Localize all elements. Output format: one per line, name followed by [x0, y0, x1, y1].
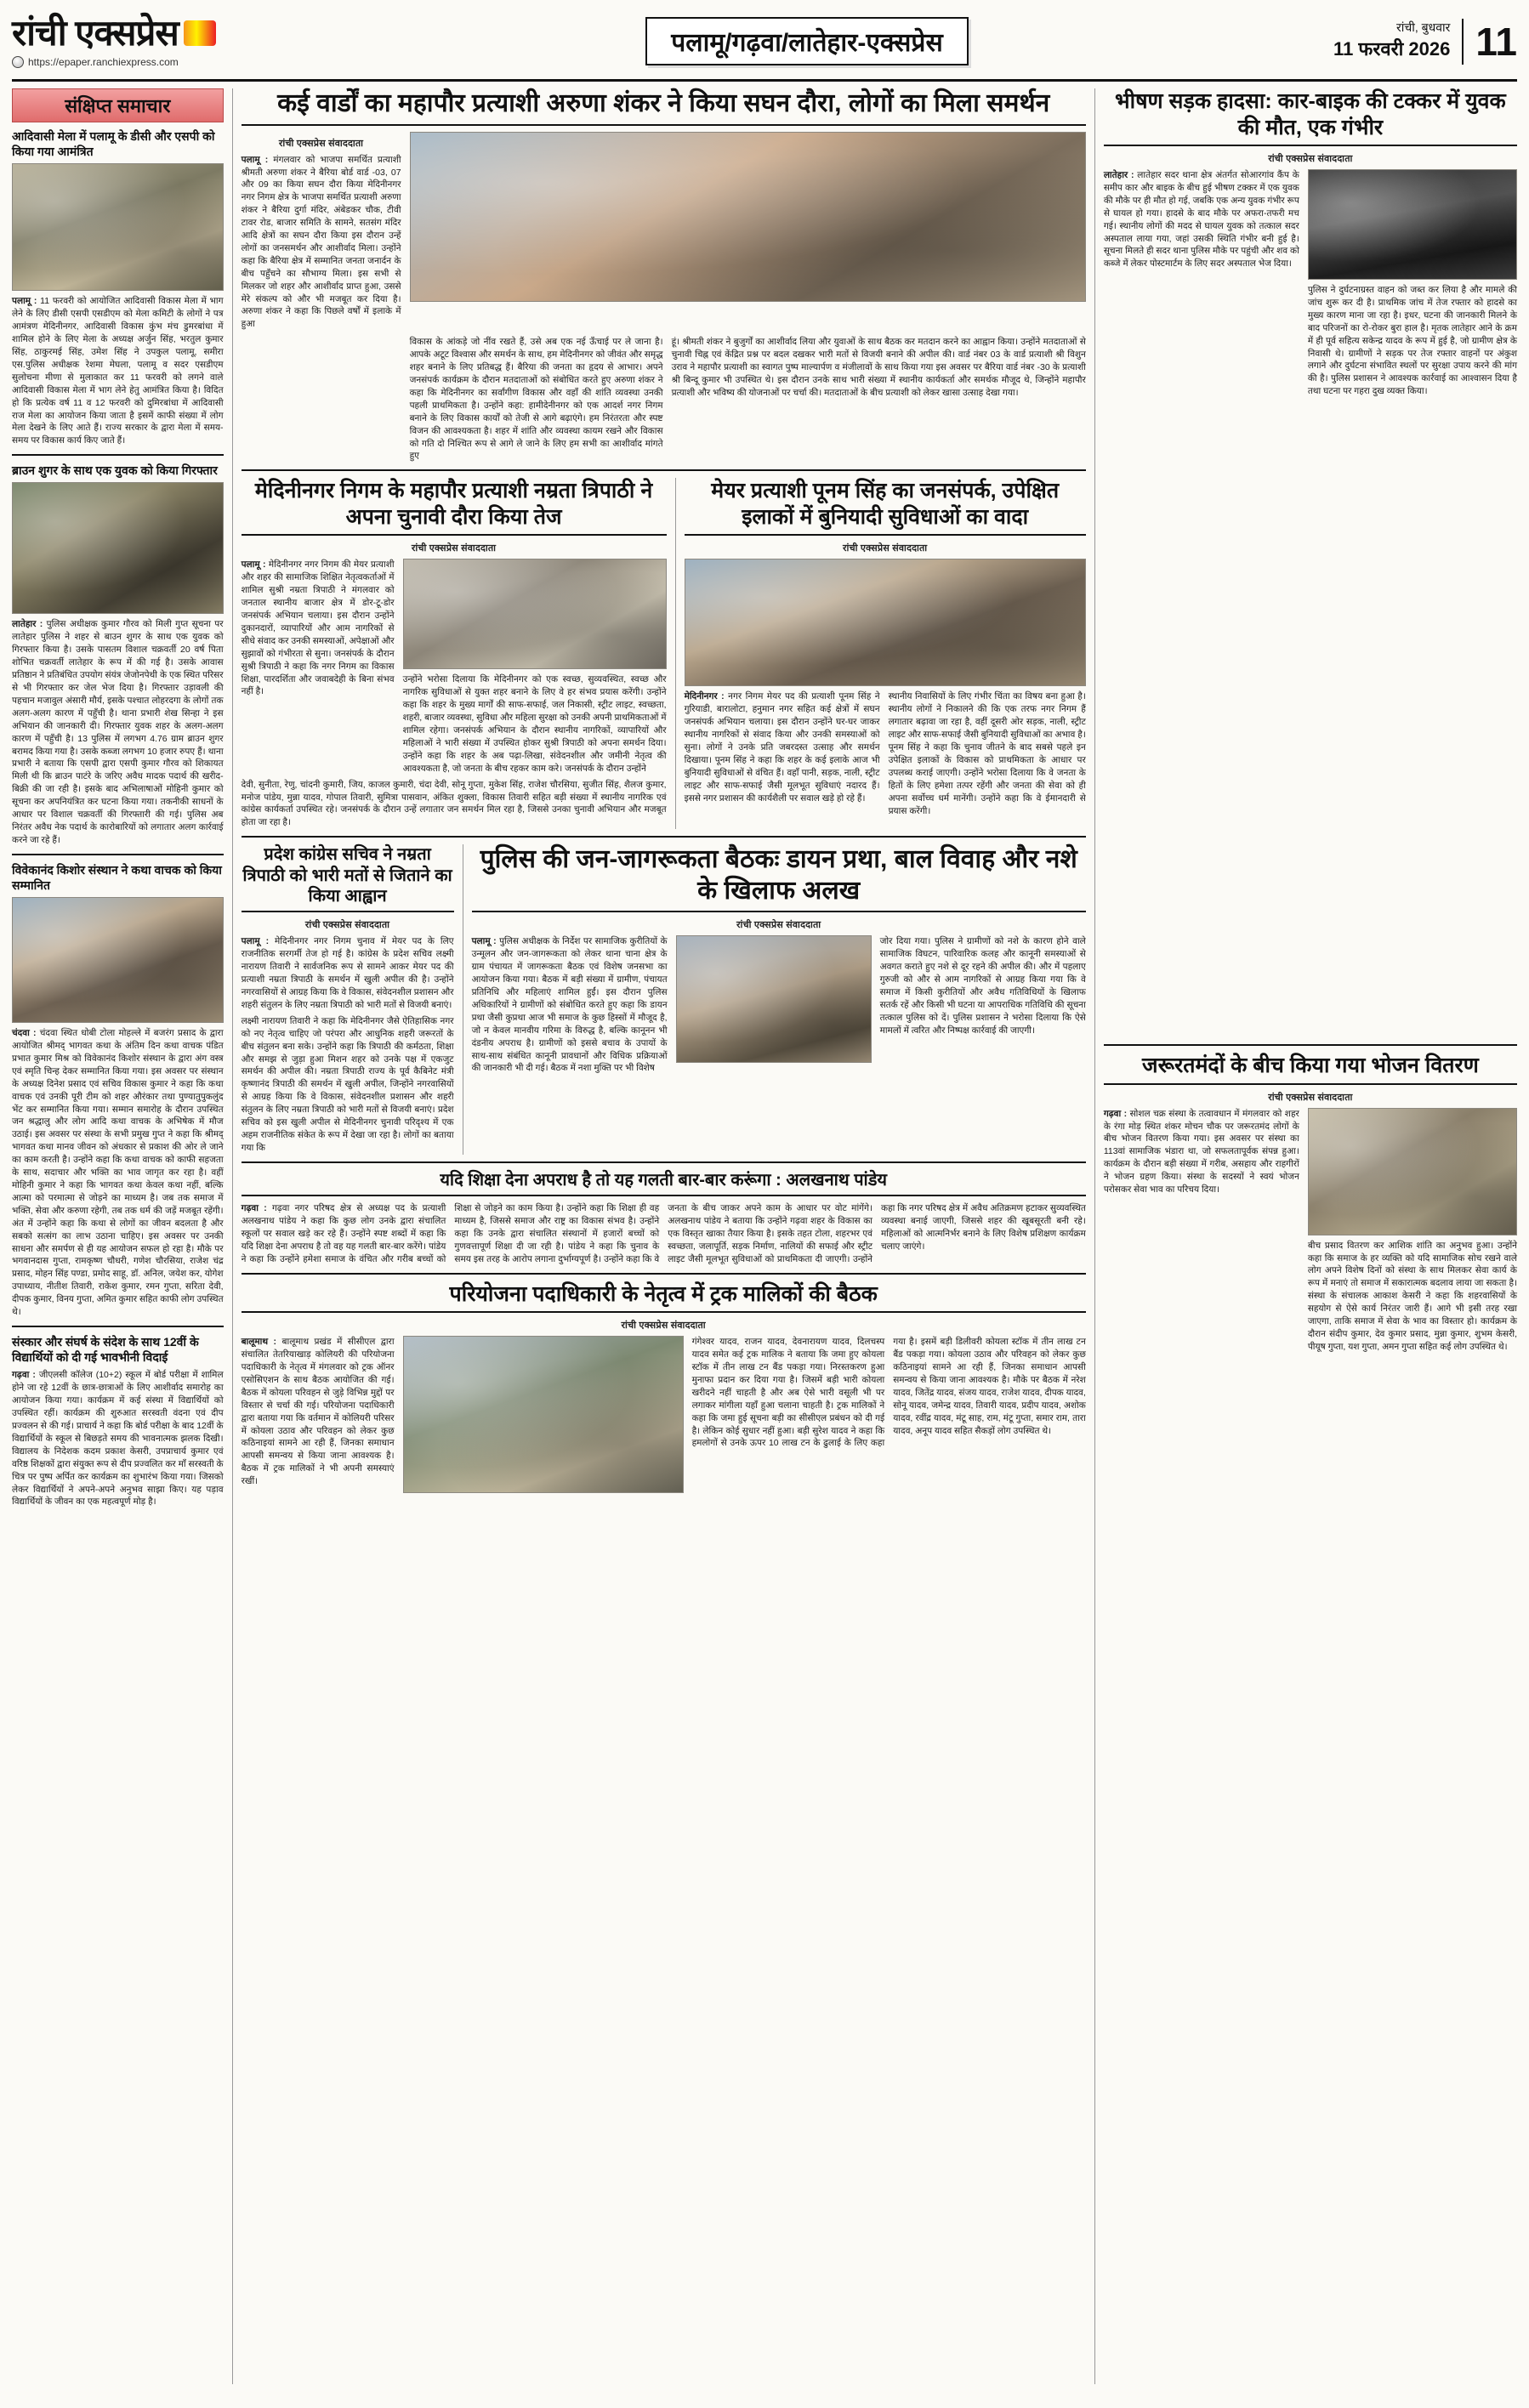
- masthead-url: [12, 56, 352, 68]
- story5-body: [242, 1202, 1086, 1266]
- brief4-dateline: गढ़वा :: [12, 1370, 36, 1381]
- sunburst-icon: [184, 20, 216, 46]
- story6-dateline: बालूमाथ :: [241, 1337, 277, 1348]
- publication-date: 11 फरवरी 2026: [1333, 37, 1451, 60]
- newspaper-logo: [12, 12, 352, 53]
- right-story2-para1-text: नगर निगम मेयर पद की प्रत्याशी पूनम सिंह ने गुरियाडी, बारालोटा, हनुमान नगर सहित कई क्षेत्रों में सघन जनसंपर्क अभियान चलाया। इस दौरान उन्होंने घर-घर जाकर स्थानीय नागरिकों से संवाद किया और उनकी समस्याओं को सुना। लोगों ने उनके प्रति जबरदस्त उत्साह और समर्थन दिखाया। पूनम सिंह ने कहा कि शहर के कई इलाके आज भी बुनियादी सुविधाओं से वंचित हैं। वहाँ पानी, सड़क, नाली, स्ट्रीट लाइट और साफ-सफाई जैसी मूलभूत सुविधाएं नदारद हैं। इससे नगर प्रशासन की कार्यशैली पर सवाल खड़े हो रहे हैं।: [684, 691, 880, 804]
- brief2-photo: [12, 482, 224, 614]
- right-story1-headline: भीषण सड़क हादसा: कार-बाइक की टक्कर में युवक की मौत, एक गंभीर: [1115, 89, 1506, 139]
- right-story2-headline: मेयर प्रत्याशी पूनम सिंह का जनसंपर्क, उपेक्षित इलाकों में बुनियादी सुविधाओं का वादा: [711, 479, 1060, 529]
- story4: [463, 844, 1086, 1155]
- right-story3-para2: बीच प्रसाद वितरण कर आशिक शांति का अनुभव हुआ। उन्होंने कहा कि समाज के हर व्यक्ति को यदि सामाजिक सोच रखने वाले लोग अपने विशेष दिनों को संस्था के साथ मिलकर सेवा कार्य के रूप में मनाएं तो समाज में सकारात्मक बदलाव लाया जा सकता है। संस्था के संचालक आकाश केसरी ने कहा कि शहरवासियों के सहयोग से ऐसे कार्य निरंतर जारी हैं। आगे भी इसी तरह रखा जाएगा, ताकि समाज में सेवा के भाव का विस्तार हो। कार्यक्रम के दौरान संदीप कुमार, देव कुमार प्रसाद, मुन्ना कुमार, शुभम केसरी, पीयूष गुप्ता, यश गुप्ता, अमन गुप्ता सहित कई लोग उपस्थित थे।: [1307, 1240, 1517, 1352]
- right-story2-photo: [685, 559, 1086, 686]
- brief2-text: पुलिस अधीक्षक कुमार गौरव को मिली गुप्त सूचना पर लातेहार पुलिस ने शहर से बाउन शुगर के साथ एक युवक को गिरफ्तार किया है। उसके पासतम विशाल चक्रवर्ती 20 वर्ष पिता शोभित चक्रवर्ती लातेहार के रूप में की गई है। उसके आवास प्रतिष्ठान ने प्रतिबंधित उपयोग संयंत्र जेजोनपेथी के एक स्थित परिसर से भी गिरफ्तार कर जेल भेज दिया है। गिरफ्तार उड़ावली की पहचान मजावुल अंसारी मौर्य, इसके पश्चात लोहरदगा के लोगों तक अलग-अलग कारण में पहुँची है। थाना प्रभारी शेख सिन्हा ने इस अभियान की जानकारी दी। गिरफ्तार युवक शहर के अलग-अलग कारण में पहुँची है। 13 पुलिस में लगभग 4.76 ग्राम ब्राउन शुगर बरामद किया गया है। उसके कब्जा लगभग 10 हजार रुपए हैं। थाना प्रभारी ने बताया कि एसपी द्वारा एसपी कुमार गौरव को शिकायत मिली थी कि ब्राउन पाटंरे के जरिए अवैध मादक पदार्थ की खरीद-बिक्री की जा रही है। इसके बाद अभिलाषाओं मोहिनी कुमार को सूचना कर अपनियंत्रित कर घटना किया गया। तकनीकी साधनों के आधार पर विशाल चक्रवर्ती की गिरफ्तारी की गई। पुलिस अब निरंतर अवैध नेक पदार्थ के कारोबारियों को लगातार अलग कार्रवाई करने जा रहे हैं।: [12, 619, 224, 845]
- brief1-photo: [12, 163, 224, 291]
- story2-para2: उन्होंने भरोसा दिलाया कि मेदिनीनगर को एक स्वच्छ, सुव्यवस्थित, स्वच्छ और नागरिक सुविधाओं से युक्त शहर बनाने के लिए वे हर संभव प्रयास करेंगी। उन्होंने कहा कि शहर के मुख्य मार्गों की साफ-सफाई, जल निकासी, स्ट्रीट लाइट, स्वच्छता, शहरी, बाजार व्यवस्था, सुविधा और महिला सुरक्षा को उनकी अपनी प्राथमिकताओं में शामिल रहेगा। जनसंपर्क अभियान के दौरान स्थानीय नागरिकों, व्यापारियों और महिलाओं ने भारी संख्या में उपस्थित होकर सुश्री त्रिपाठी को अपना समर्थन दिया। उन्होंने कहा कि शहर के अब पढ़ा-लिखा, संवेदनशील और जमीनी नेतृत्व की आवश्यकता है, जो जनता के बीच रहकर काम करे। जनसंपर्क के दौरान उन्होंने: [402, 674, 667, 774]
- story5: [242, 1170, 1086, 1266]
- right-story1: [1104, 88, 1517, 398]
- right-story3-photo: [1308, 1108, 1517, 1235]
- brief2-dateline: लातेहार :: [12, 619, 43, 630]
- lead-story-byline: रांची एक्सप्रेस संवाददाता: [278, 138, 364, 149]
- epaper-url: https://epaper.ranchiexpress.com: [28, 55, 179, 68]
- brief1-dateline: पलामू :: [12, 296, 37, 307]
- middle-column: [232, 88, 1086, 2384]
- page-content: [12, 88, 1517, 2384]
- story6-para1-text: बालूमाथ प्रखंड में सीसीएल द्वारा संचालित तेतरियाखाड़ कोलियरी की परियोजना पदाधिकारी के नेतृत्व में मंगलवार को ट्रक ऑनर एसोसिएशन के साथ बैठक आयोजित की गई। बैठक में कोयला परिवहन से जुड़े विभिन्न मुद्दों पर विस्तार से चर्चा की गई। परियोजना पदाधिकारी द्वारा बताया गया कि वर्तमान में कोलियरी परिसर में कोयला उठाव और परिवहन को लेकर कुछ कठिनाइयां सामने आ रही हैं, जिनका समाधान आपसी समन्वय से किया जाना आवश्यक है। बैठक में ट्रक मालिकों ने भी अपनी समस्याएं रखीं।: [241, 1337, 395, 1487]
- story2-byline: रांची एक्सप्रेस संवाददाता: [411, 543, 497, 554]
- lead-story-dateline: पलामू :: [241, 154, 269, 165]
- right-story2-dateline: मेदिनीनगर :: [684, 691, 725, 702]
- story2-headline: मेदिनीनगर निगम के महापौर प्रत्याशी नम्रता त्रिपाठी ने अपना चुनावी दौरा किया तेज: [254, 479, 653, 529]
- story4-photo: [676, 935, 872, 1063]
- mid-two-up-2: [242, 844, 1086, 1155]
- story4-para1-text: पुलिस अधीक्षक के निर्देश पर सामाजिक कुरीतियों के उन्मूलन और जन-जागरूकता को लेकर थाना चाना क्षेत्र के ग्राम पंचायत में जागरूकता बैठक एवं विशेष जनसभा का आयोजन किया गया। बैठक में बड़ी संख्या में ग्रामीण, पंचायत प्रतिनिधि और महिलाएं शामिल हुईं। इस दौरान पुलिस अधिकारियों ने ग्रामीणों को संबोधित करते हुए कहा कि डायन प्रथा जैसी कुप्रथा आज भी समाज के कुछ हिस्सों में मौजूद है, जो न केवल मानवीय गरिमा के विरुद्ध है, बल्कि कानूनन भी दंडनीय अपराध है। ग्रामीणों को इससे बचाव के उपायों के साथ-साथ संबंधित कानूनी प्रावधानों और विधिक प्रक्रियाओं की जानकारी भी दी गई। बैठक में नशा मुक्ति पर भी विशेष: [471, 936, 668, 1074]
- lead-story-para2: विकास के आंकड़े जो नींव रखते हैं, उसे अब एक नई ऊँचाई पर ले जाना है। आपके अटूट विश्वास और समर्थन के साथ, हम मेदिनीनगर को जीवंत और समृद्ध शहर बनाने के लिए प्रतिबद्ध हैं। बैरिया की जनता का हृदय से आभार। अपने जनसंपर्क कार्यक्रम के दौरान मतदाताओं को संबोधित करते हुए अरुणा शंकर ने कहा कि मेदिनीनगर का सर्वांगीण विकास और वहाँ की शांति व्यवस्था उनकी पहली प्राथमिकता है। उन्होंने कहा: हामीदेनीनगर को एक आदर्श नगर निगम बनाने के लिए विकास कार्यों को तेजी से आगे बढ़ाएंगे। हम निरंतरता और स्पष्ट विजन की आवश्यकता है। शहर में शांति और व्यवस्था कायम रखने और विकास को गति दो निश्चित रूप से आगे ले जाने के लिए हम सभी का आशीर्वाद मांगते हुए: [409, 337, 663, 462]
- story3-para2: लक्ष्मी नारायण तिवारी ने कहा कि मेदिनीनगर जैसे ऐतिहासिक नगर को नए नेतृत्व चाहिए जो परंपरा और आधुनिक शहरी जरूरतों के बीच संतुलन बना सके। उन्होंने कहा कि त्रिपाठी की कर्मठता, शिक्षा और समझ से जुड़ा हुआ मिशन शहर को उनके पक्ष में एकजुट समर्थन की अपील की। नम्रता त्रिपाठी राज्य के पूर्व कैबिनेट मंत्री कृष्णानंद त्रिपाठी की समर्थन में खुली अपील, जिन्होंने नगरवासियों से आग्रह किया कि वे विकास, संवेदनशील प्रशासन और शहरी संतुलन के लिए नम्रता त्रिपाठी को भारी मतों से विजयी बनाएं। प्रदेश सचिव को इस खुली अपील से मेदिनीनगर चुनावी परिदृश्य में एक अहम राजनीतिक संकेत के रूप में देखा जा रहा है। लोगों का बताया गया कि: [241, 1015, 454, 1153]
- brief3-dateline: चंदवा :: [12, 1028, 37, 1039]
- story2: [242, 478, 667, 829]
- masthead-center: [352, 9, 1262, 74]
- right-story1-para1-text: लातेहार सदर थाना क्षेत्र अंतर्गत सोआरगांव कैंप के समीप कार और बाइक के बीच हुई भीषण टक्कर में एक युवक की मौके पर ही मौत हो गई, जबकि एक अन्य युवक गंभीर रूप से घायल हो गया। हादसे के बाद मौके पर अफरा-तफरी मच गई। स्थानीय लोगों की मदद से घायल युवक को तत्काल सदर अस्पताल लाया गया, जहां उसकी स्थिति गंभीर बनी हुई है। सूचना मिलते ही सदर थाना पुलिस मौके पर पहुंची और शव को कब्जे में लेकर पोस्टमार्टम के लिए सदर अस्पताल भेज दिया।: [1103, 170, 1299, 270]
- story2-para1-text: मेदिनीनगर नगर निगम की मेयर प्रत्याशी और शहर की सामाजिक शिक्षित नेतृत्वकर्ताओं में शामिल सुश्री नम्रता त्रिपाठी ने मंगलवार को जनताल स्थानीय बाजार क्षेत्र में डोर-टू-डोर जनसंपर्क अभियान चलाया। इस दौरान उन्होंने दुकानदारों, व्यापारियों और आम नागरिकों से सीधे संवाद कर उनकी समस्याओं, अपेक्षाओं और सुझावों को गंभीरता से सुना। जनसंपर्क के दौरान सुश्री त्रिपाठी ने कहा कि नगर निगम का विकास शिक्षा, पारदर्शिता और जवाबदेही के बिना संभव नहीं है।: [241, 559, 395, 697]
- right-story3-para1: [1104, 1108, 1299, 1354]
- brief1-body: [12, 295, 224, 447]
- right-column: [1094, 88, 1517, 2384]
- story4-headline: पुलिस की जन-जागरूकता बैठकः डायन प्रथा, बाल विवाह और नशे के खिलाफ अलख: [480, 845, 1077, 905]
- story3-para1: [242, 935, 454, 1011]
- right-story1-photo: [1308, 169, 1517, 280]
- edition-name: पलामू/गढ़वा/लातेहार-एक्सप्रेस: [645, 17, 969, 65]
- right-story1-para2: पुलिस ने दुर्घटनाग्रस्त वाहन को जब्त कर लिया है और मामले की जांच शुरू कर दी है। प्राथमिक जांच में तेज रफ्तार को हादसे का मुख्य कारण माना जा रहा है। इधर, घटना की जानकारी मिलने के बाद परिजनों का रो-रोकर बुरा हाल है। मृतक लातेहार आने के क्रम में ही पूर्व सहित्य सकेन्द्र यादव के रूप में हुई है, जो ग्रामीण क्षेत्र के निवासी थे। ग्रामीणों ने सड़क पर तेज रफ्तार वाहनों पर अंकुश लगाने और दुर्घटना संभावित स्थलों पर सुरक्षा उपाय करने की मांग की है। पुलिस प्रशासन ने आवश्यक कार्रवाई का आश्वासन दिया है तथा घटना पर गहरा दुख व्यक्त किया।: [1307, 285, 1517, 397]
- story6-photo: [403, 1336, 684, 1493]
- lead-story-para1: [242, 154, 401, 332]
- right-story2-para2: स्थानीय निवासियों के लिए गंभीर चिंता का विषय बना हुआ है। स्थानीय लोगों ने निकालने की कि एक तरफ नगर निगम हैं लगातार बढ़ावा जा रहा है, वहीं दूसरी ओर सड़क, नाली, स्ट्रीट लाइट और साफ-सफाई जैसी बुनियादी सुविधाओं का अभाव है। पूनम सिंह ने कहा कि चुनाव जीतने के बाद सबसे पहले इन उपेक्षित इलाकों के विकास को प्राथमिकता के आधार पर उपलब्ध कराई जाएगी। उन्होंने भरोसा दिलाया कि वे जनता के हितों के लिए हमेशा तत्पर रहेंगी और जनता की सेवा को ही अपना सर्वोच्च धर्म मानेंगी। उन्होंने कहा कि वे ईमानदारी से प्रयास करेंगी।: [888, 691, 1086, 816]
- story3-byline: रांची एक्सप्रेस संवाददाता: [304, 920, 390, 931]
- right-story2-para1: [685, 690, 880, 817]
- story-right-mid: [675, 478, 1086, 829]
- story2-dateline: पलामू :: [241, 559, 266, 571]
- story2-para3: देवी, सुनीता, रेणु, चांदनी कुमारी, जिय, काजल कुमारी, चंदा देवी, सोनू गुप्ता, मुकेश सिंह, राजेश चौरसिया, सुजीत सिंह, शैलज कुमार, मनोज पांडेय, मुन्ना यादव, गोपाल तिवारी, सुमित्रा पासवान, अंकित शुक्ला, विकास तिवारी सहित बड़ी संख्या में स्थानीय नागरिक एवं कांग्रेस कार्यकर्ता उपस्थित रहे। जनसंपर्क के दौरान उन्हें लगातार जन समर्थन मिल रहा है, जिससे उनका चुनावी अभियान और मजबूत होता जा रहा है।: [241, 779, 667, 828]
- right-story3-para1-text: सोशल चक्र संस्था के तत्वावधान में मंगलवार को शहर के रंगा मोड़ स्थित शंकर मोचन चौक पर जरूरतमंद लोगों के बीच भोजन वितरण किया गया। इस अवसर पर संस्था का 113वां सामाजिक भंडारा था, जो सफलतापूर्वक संपन्न हुआ। कार्यक्रम के दौरान बड़ी संख्या में गरीब, असहाय और राहगीरों ने भोजन ग्रहण किया। संस्था के सदस्यों ने स्वयं भोजन परोसकर सेवा भाव का परिचय दिया।: [1103, 1108, 1299, 1195]
- brief-panel-title: संक्षिप्त समाचार: [12, 88, 224, 122]
- brief3-body: [12, 1027, 224, 1319]
- story5-text: गढ़वा नगर परिषद क्षेत्र से अध्यक्ष पद के प्रत्याशी अलखनाथ पांडेय ने कहा कि कुछ लोग उनके द्वारा संचालित स्कूलों पर सवाल खड़े कर रहे हैं। उन्होंने स्पष्ट शब्दों में कहा कि यदि शिक्षा देना अपराध है तो वह यह गलती बार-बार करेंगे। पांडेय ने कहा कि उन्होंने हमेशा समाज के वंचित और गरीब बच्चों को शिक्षा से जोड़ने का काम किया है। उन्होंने कहा कि शिक्षा ही वह माध्यम है, जिससे समाज और राष्ट्र का विकास संभव है। उन्होंने कहा कि उनके द्वारा संचालित संस्थानों में हजारों बच्चों को गुणवत्तापूर्ण शिक्षा दी जा रही है। पांडेय ने कहा कि चुनाव के समय इस तरह के आरोप लगाना दुर्भाग्यपूर्ण है। उन्होंने कहा कि वे जनता के बीच जाकर अपने काम के आधार पर वोट मांगेंगे। अलखनाथ पांडेय ने बताया कि उन्होंने गढ़वा शहर के विकास का एक विस्तृत खाका तैयार किया है। इसके तहत टोला, शहरभर एवं स्वच्छता, जलापूर्ति, सड़क निर्माण, नालियों की सफाई और स्ट्रीट लाइट जैसी मूलभूत सुविधाओं को प्राथमिकता दी जाएगी। उन्होंने कहा कि नगर परिषद क्षेत्र में अवैध अतिक्रमण हटाकर सुव्यवस्थित व्यवस्था बनाई जाएगी, जिससे शहर की खूबसूरती बनी रहे। महिलाओं को आत्मनिर्भर बनाने के लिए विशेष प्रशिक्षण कार्यक्रम चलाए जाएंगे।: [241, 1203, 1086, 1264]
- brief3-headline: विवेकानंद किशोर संस्थान ने कथा वाचक को किया सम्मानित: [12, 862, 222, 892]
- logo-text: रांची एक्सप्रेस: [12, 12, 179, 53]
- right-story1-dateline: लातेहार :: [1103, 170, 1134, 180]
- brief3-photo: [12, 897, 224, 1023]
- page-number: 11: [1462, 19, 1517, 65]
- brief1-headline: आदिवासी मेला में पलामू के डीसी और एसपी को किया गया आमंत्रित: [12, 129, 215, 159]
- place-day: रांची, बुधवार: [1395, 20, 1451, 35]
- masthead-left: [12, 9, 352, 74]
- right-story1-byline: रांची एक्सप्रेस संवाददाता: [1268, 154, 1353, 164]
- story4-para2: जोर दिया गया। पुलिस ने ग्रामीणों को नशे के कारण होने वाले सामाजिक विघटन, पारिवारिक कलह और कानूनी समस्याओं से अवगत कराते हुए नशे से दूर रहने की अपील की। और में पहलाए गुरुजी को और से आम नागरिकों से आग्रह किया गया कि वे समाज में किसी कुरीतियों और अवैध गतिविधियों के खिलाफ सतर्क रहें और किसी भी घटना या आपराधिक गतिविधि की सूचना तत्काल पुलिस को दें। पुलिस प्रशासन ने भरोसा दिलाया कि ऐसे मामलों में त्वरित और निष्पक्ष कार्रवाई की जाएगी।: [879, 936, 1086, 1036]
- lead-story-headline: कई वार्डों का महापौर प्रत्याशी अरुणा शंकर ने किया सघन दौरा, लोगों का मिला समर्थन: [277, 89, 1050, 117]
- brief4-headline: संस्कार और संघर्ष के संदेश के साथ 12वीं के विद्यार्थियों को दी गई भावभीनी विदाई: [12, 1334, 199, 1365]
- brief4-body: [12, 1369, 224, 1508]
- right-story3-dateline: गढ़वा :: [1103, 1108, 1128, 1119]
- mid-two-up: [242, 478, 1086, 829]
- brief1-text: 11 फरवरी को आयोजित आदिवासी विकास मेला में भाग लेने के लिए डीसी एसपी एसडीएम को मेला कमिटी के लोगों ने पत्र आमंत्रण मेदिनीनगर, आदिवासी विकास कुंभ मंच डुमरबांधा में शामिल होने के लिए मेला के अध्यक्ष अर्जुन सिंह, भरतुल कुमार सिंह, ठाकुरमई सिंह, उमेश सिंह ने उपकुल पलामू, समीरा एस.पुलिस अधीक्षक रेशमा मेघला, पलामू व सदर एसडीएम सुलोचना मीणा से मुलाकात कर 11 फरवरी को लगने वाले आदिवासी विकास मेला में भाग लेने हेतु आमंत्रित किया है। विदित हो कि प्रत्येक वर्ष 11 व 12 फरवरी को दुमिरबांधा में आदिवासी राज मेला का आयोजन किया जाता है इसमें काफी संख्या में लोग मेला देखने के लिए आते हैं। राज्य सरकार के द्वारा मेला में समय-समय पर विकास कार्य किए जाते हैं।: [12, 296, 224, 446]
- brief2-body: [12, 618, 224, 846]
- right-story2-byline: रांची एक्सप्रेस संवाददाता: [843, 543, 928, 554]
- story3: [242, 844, 454, 1155]
- masthead-right: [1262, 9, 1517, 74]
- date-block: [1333, 20, 1450, 62]
- story5-dateline: गढ़वा :: [241, 1203, 267, 1214]
- right-story3-headline: जरूरतमंदों के बीच किया गया भोजन वितरण: [1142, 1054, 1479, 1078]
- story3-dateline: पलामू :: [241, 936, 270, 947]
- story4-dateline: पलामू :: [471, 936, 497, 947]
- story2-photo: [403, 559, 667, 669]
- globe-icon: [12, 56, 24, 68]
- story4-byline: रांची एक्सप्रेस संवाददाता: [736, 920, 821, 931]
- story6-headline: परियोजना पदाधिकारी के नेतृत्व में ट्रक मालिकों की बैठक: [449, 1281, 878, 1306]
- lead-story-para3: हूं। श्रीमती शंकर ने बुजुर्गों का आशीर्वाद लिया और युवाओं के साथ बैठक कर मतदान करने का आह्वान किया। उन्होंने मतदाताओं से चुनावी चिह्न एवं केंद्रित प्रश्न पर बदल दखकर भारी मतों से विजयी बनाने की अपील की। वार्ड नंबर 03 के वार्ड प्रत्याशी श्री विशुन उराव ने महापौर प्रत्याशी का स्वागत पुष्प माल्यार्पण व मंजीलावों के साथ किया गया इस अवसर पर बैरिया वार्ड नंबर -30 के प्रत्याशी श्री बिन्दू कुमार भी उपस्थित थे। इस दौरान उनके साथ भारी संख्या में स्थानीय कार्यकर्ता और समर्थक मौजूद थे, जिन्होंने महापौर प्रत्याशी और भविष्य की योजनाओं पर चर्चा की। मतदाताओं के बीच प्रत्याशी को लेकर खासा उत्साह देखा गया।: [671, 337, 1086, 398]
- brief2-headline: ब्राउन शुगर के साथ एक युवक को किया गिरफ्तार: [12, 463, 218, 478]
- right-story3: [1104, 1053, 1517, 1354]
- story3-headline: प्रदेश कांग्रेस सचिव ने नम्रता त्रिपाठी को भारी मतों से जिताने का किया आह्वान: [242, 845, 452, 906]
- story3-para1-text: मेदिनीनगर नगर निगम चुनाव में मेयर पद के लिए राजनीतिक सरगर्मी तेज हो गई है। कांग्रेस के प्रदेश सचिव लक्ष्मी नारायण तिवारी ने सार्वजनिक रूप से सामने आकर मेयर पद की प्रत्याशी नम्रता त्रिपाठी के समर्थन में खुली अपील की है। उन्होंने नगरवासियों से आग्रह किया कि वे विकास, संवेदनशील प्रशासन और शहरी संतुलन के लिए नम्रता त्रिपाठी को भारी मतों से विजयी बनाएं।: [241, 936, 454, 1010]
- right-story1-para1: [1104, 169, 1299, 398]
- lead-story: [242, 88, 1086, 463]
- masthead: [12, 9, 1517, 82]
- lead-story-photo: [410, 132, 1086, 302]
- brief3-text: चंदवा स्थित धोबी टोला मोहल्ले में बजरंग प्रसाद के द्वारा आयोजित श्रीमद् भागवत कथा के अंतिम दिन कथा वाचक पंडित प्रभात कुमार मिश्र को विवेकानंद किशोर संस्थान के द्वारा अंग वस्त्र एवं स्मृति चिन्ह देकर सम्मानित किया गया। इस अवसर पर संस्थान के अध्यक्ष दिनेश प्रसाद एवं सचिव विकास कुमार ने कहा कि कथा वाचक एवं उनकी पूरी टीम को शहर औरंकार तथा पुण्यातुपुकलुंद भेंट कर सम्मानित किया गया। सम्मान समारोह के दौरान उपस्थित जन श्रद्धालु और लोग आदि कथा वाचक के अभिषेक में मौज उठाई। इस अवसर पर संस्था के सभी प्रमुख गुप्त ने कहा कि श्रीमद् भागवत कथा मानव जीवन को अंधकार से प्रकाश की ओर ले जाने का काम करती है। उन्होंने कहा कि कथा वाचक को काफी सहजता के साथ, सदाचार और भक्ति का भाव जागृत कर रहा है। वहीं मोहिनी कुमार ने कहा कि भागवत कथा केवल कथा नहीं, बल्कि आत्मा को परमात्मा से जोड़ने का माध्यम है। जब तक समाज में भक्ति, सेवा और करुणा रहेगी, तब तक धर्म की जड़ें मजबूत रहेंगी। अंत में उन्होंने कहा कि कथा से लोगों का जीवन बदलता है और सबको सत्संग का लाभ उठाना चाहिए। इस अवसर पर उनकी साधना और समर्पण से ही यह आयोजन सफल हो रहा है। मौके पर भगवानदास गुप्ता, रामकृष्ण चौधरी, गणेश चौरसिया, राजेश चंद्र प्रसाद, मोहन सिंह पण्डा, प्रमोद साहू, डॉ. अनिल, जयेश कर, योगेश उपाध्याय, नीतीश तिवारी, राकेश कुमार, रमन गुप्ता, सरिता देवी, दीपक कुमार, विनय गुप्ता, अमित कुमार सहित काफी लोग उपस्थित थे।: [12, 1028, 224, 1318]
- story2-para1: [242, 559, 395, 775]
- brief4-text: जीएलसी कॉलेज (10+2) स्कूल में बोर्ड परीक्षा में शामिल होने जा रहे 12वीं के छात्र-छात्राओं के लिए आशीर्वाद समारोह का आयोजन किया गया। कार्यक्रम में कई संस्था में विद्यार्थियों को उपस्थित रहीं। कार्यक्रम की शुरुआत सरस्वती वंदना एवं दीप प्रज्वलन से की गई। प्राचार्य ने कहा कि बोर्ड परीक्षा के बाद 12वीं के विद्यार्थियों के स्कूल से बिछड़ते समय की भावनात्मक झलक दिखी। विद्यालय के निदेशक कदम प्रकाश केसरी, उपप्राचार्य कुमार एवं वरिष्ठ शिक्षकों द्वारा संयुक्त रूप से दीप प्रज्वलित कर माँ सरस्वती के चित्र पर पुष्प अर्पित कर कार्यक्रम का शुभारंभ किया गया। जिसको लेकर विद्यार्थियों ने अपने-अपने अनुभव साझा किए। यह पड़ाव विद्यार्थियों के जीवन का एक महत्वपूर्ण मोड़ है।: [12, 1370, 224, 1508]
- left-column: [12, 88, 224, 2384]
- lead-story-para1-text: मंगलवार को भाजपा समर्थित प्रत्याशी श्रीमती अरुणा शंकर ने बैरिया बोर्ड वार्ड -03, 07 और 09 का किया सघन दौरा किया मेदिनीनगर नगर निगम क्षेत्र के भाजपा समर्थित प्रत्याशी अरुणा शंकर ने बैरिया दुर्गा मंदिर, अंबेडकर चौक, टीवी टावर रोड, बाजार समिति के सामने, सतसंग मंदिर आदि क्षेत्रों का सघन दौरा किया इस दौरान उन्हें लोगों का जनसमर्थन और आशीर्वाद मिला। उन्होंने कहा कि बैरिया क्षेत्र में सम्मानित जनता जनार्दन के बीच पहुँचने का सौभाग्य मिला। इस सभी से मिलकर जो शहर और आशीर्वाद प्राप्त हुआ, उससे मेरे संकल्प को और भी मजबूत कर दिया है। अरुणा शंकर ने कहा कि पिछले वर्षों में इलाके में हुआ: [241, 154, 401, 330]
- story4-para1: [472, 935, 668, 1075]
- story6-para1: [242, 1336, 395, 1493]
- story6-byline: रांची एक्सप्रेस संवाददाता: [621, 1320, 706, 1332]
- story5-headline: यदि शिक्षा देना अपराध है तो यह गलती बार-बार करूंगा : अलखनाथ पांडेय: [440, 1170, 888, 1190]
- story6-para2: गंगेश्वर यादव, राजन यादव, देवनारायण यादव, दिलचस्प यादव समेत कई ट्रक मालिक ने बताया कि जमा हुए कोयला स्टॉक में तीन लाख टन बैंड पकड़ा गया। निरस्तकरण हुआ मुनाफा प्रदान कर दिया गया है। जिसमें बड़ी भारी कोयला खरीदने नहीं चाहती है और अब ऐसे भारी वसूली भी पर लगाकर मांगीला यहाँ हुआ चलाना चाहती है। ट्रक मालिकों ने कहा कि जमा हुई सूचना बड़ी का सीसीएल प्रबंधन को दी गई है। लेकिन कोई सुधार नहीं हुआ। बड़ी सुरेश यादव ने कहा कि हमलोगों से उनके ऊपर 10 लाख टन के ढुलाई के लिए कहा गया है। इसमें बड़ी डिलीवरी कोयला स्टॉक में तीन लाख टन बैंड पकड़ा गया। कोयला उठाव और परिवहन को लेकर कुछ कठिनाइयां सामने आ रही हैं, जिनका समाधान आपसी समन्वय से किया जाना आवश्यक है। मौके पर बैठक में नरेश यादव, जितेंद्र यादव, संजय यादव, राजेश यादव, दीपक यादव, सोनू यादव, जमेन्द्र यादव, तिवारी यादव, प्रदीप यादव, अशोक यादव, रवींद्र यादव, मंटू साह, राम, मंटू गुप्ता, समार राम, तारा यादव, अनूप यादव सहित सैकड़ों लोग उपस्थित थे।: [691, 1337, 1086, 1449]
- right-story3-byline: रांची एक्सप्रेस संवाददाता: [1268, 1092, 1353, 1103]
- story6: [242, 1281, 1086, 1494]
